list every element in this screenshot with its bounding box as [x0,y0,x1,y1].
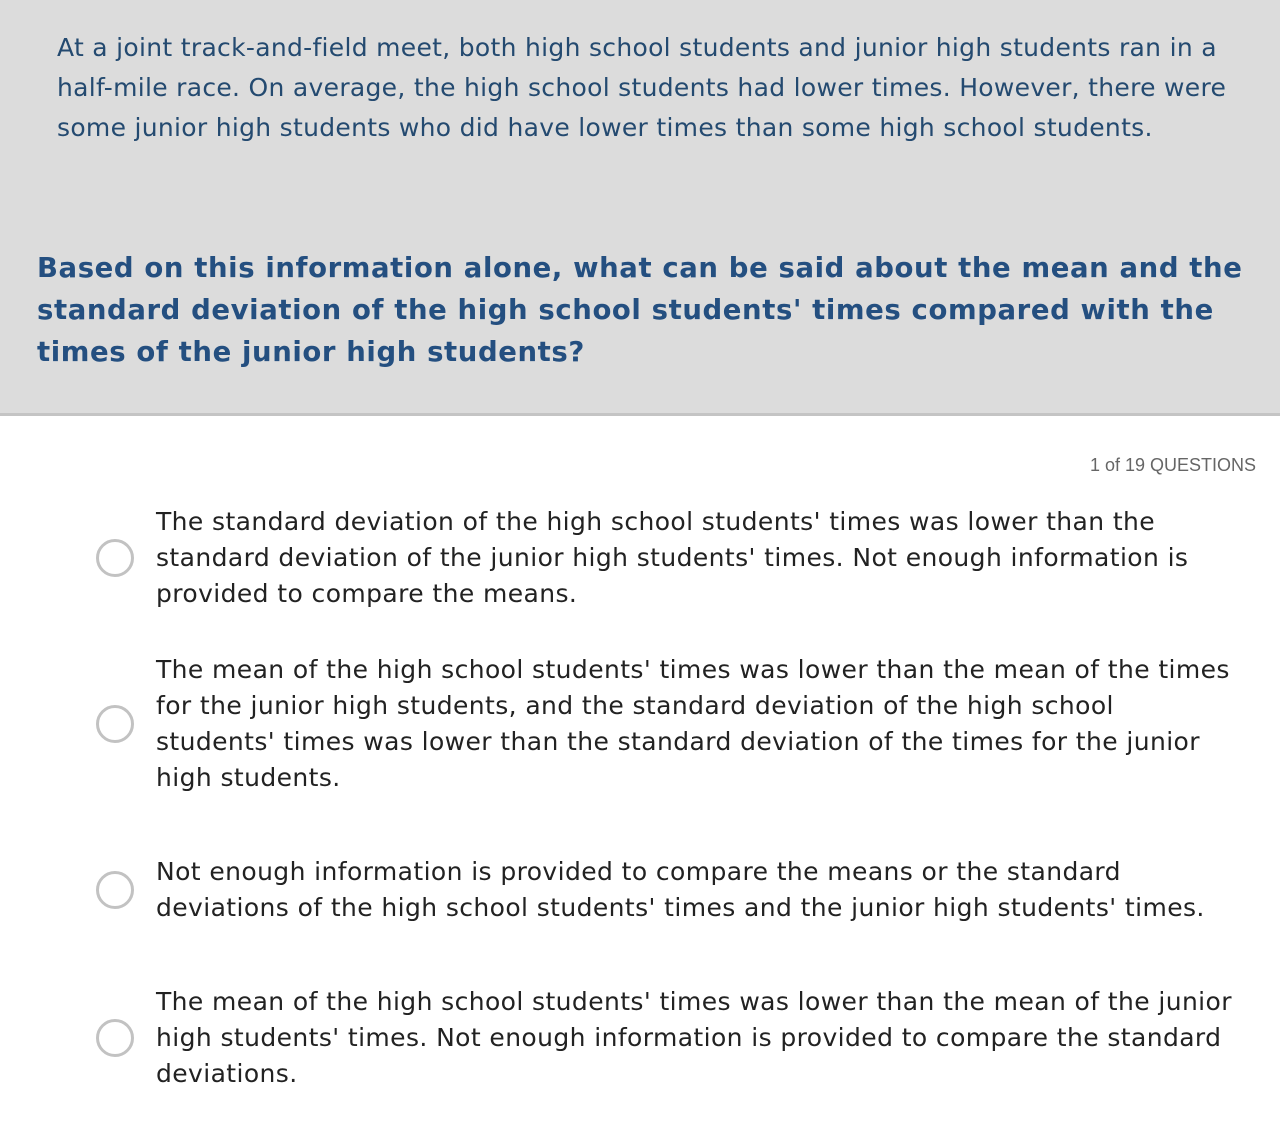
answer-option-text: The standard deviation of the high school students' times was lower than the standard deviation of the junior high students' times. Not enough information is provided to compare the means. [156,507,1189,608]
answer-option-c[interactable] [96,836,1246,944]
radio-button-icon[interactable] [96,705,134,743]
radio-button-icon[interactable] [96,539,134,577]
question-stem: Based on this information alone, what can be said about the mean and the standard deviation of the high school students' times compared with the times of the junior high students? [37,252,1243,368]
answer-option-text: The mean of the high school students' times was lower than the mean of the times for the junior high students, and the standard deviation of the high school students' times was lower than the standard deviation of the times for the junior high students. [156,655,1230,792]
answer-option-text: Not enough information is provided to compare the means or the standard deviations of the high school students' times and the junior high students' times. [156,857,1205,922]
answer-option-a[interactable] [96,504,1246,612]
radio-button-icon[interactable] [96,871,134,909]
radio-button-icon[interactable] [96,1019,134,1057]
question-stimulus: At a joint track-and-field meet, both high school students and junior high students ran in a half-mile race. On average, the high school students had lower times. However, there were some junior high students who did have lower times than some high school students. [57,33,1227,142]
question-counter: 1 of 19 QUESTIONS [1089,455,1256,475]
answer-option-text: The mean of the high school students' times was lower than the mean of the junior high students' times. Not enough information is provided to compare the standard deviations. [156,987,1232,1088]
answer-option-b[interactable] [96,652,1246,796]
answer-option-d[interactable] [96,984,1246,1092]
question-panel [0,0,1280,416]
